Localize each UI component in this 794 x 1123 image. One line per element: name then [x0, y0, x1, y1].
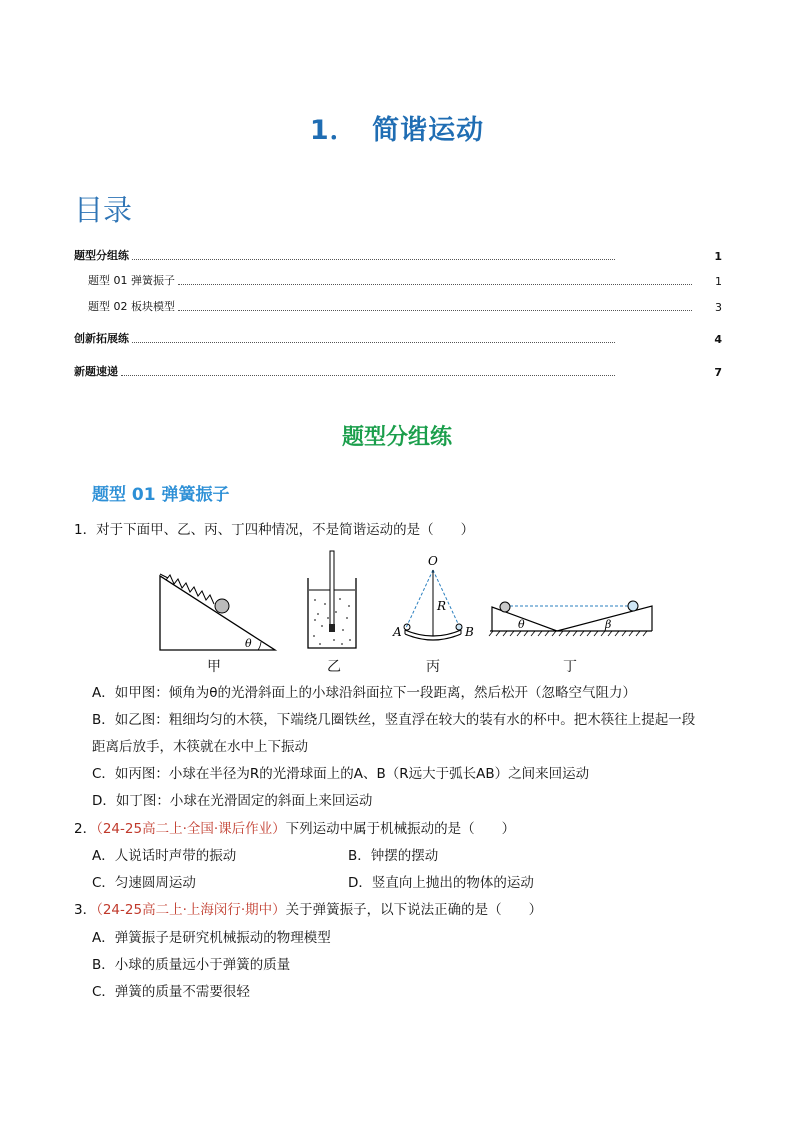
q2-option-a[interactable]: A．人说话时声带的振动	[92, 848, 237, 864]
toc-item-label: 题型 02 板块模型	[88, 300, 175, 313]
q1-option-a[interactable]: A．如甲图：倾角为θ的光滑斜面上的小球沿斜面拉下一段距离，然后松开（忽略空气阻力）	[92, 685, 636, 701]
toc-leader	[132, 341, 615, 343]
toc-item-3[interactable]	[88, 298, 722, 314]
q2-number: 2．	[74, 821, 97, 837]
toc-item-page: 4	[714, 333, 722, 346]
q3-number: 3．	[74, 902, 97, 918]
type-title: 题型 01 弹簧振子	[92, 485, 230, 505]
q3-option-b[interactable]: B．小球的质量远小于弹簧的质量	[92, 957, 291, 973]
figure-jia	[160, 574, 275, 650]
document-title: 1． 简谐运动	[309, 115, 485, 146]
toc-item-page: 1	[714, 250, 722, 263]
fig-label-bing: 丙	[426, 659, 440, 675]
b-label: B	[465, 625, 474, 639]
q2-source: （24-25高二上·全国·课后作业）	[96, 821, 286, 837]
q3-option-c[interactable]: C．弹簧的质量不需要很轻	[92, 984, 250, 1000]
toc-item-1[interactable]	[74, 247, 722, 263]
toc-leader	[178, 283, 692, 285]
toc-item-5[interactable]	[74, 363, 722, 379]
q3-option-a[interactable]: A．弹簧振子是研究机械振动的物理模型	[92, 930, 331, 946]
q1-figures	[150, 548, 670, 660]
toc-leader	[178, 309, 692, 311]
q2-stem: 下列运动中属于机械振动的是（ ）	[285, 821, 516, 837]
beta-label: β	[605, 618, 612, 631]
toc-item-label: 题型 01 弹簧振子	[88, 274, 175, 287]
toc-item-4[interactable]	[74, 330, 722, 346]
q1-option-b-cont: 距离后放手，木筷就在水中上下振动	[92, 739, 308, 755]
toc-item-page: 1	[715, 275, 722, 288]
toc-item-2[interactable]	[88, 272, 722, 288]
toc-leader	[132, 258, 615, 260]
theta-label-ding: θ	[518, 618, 525, 631]
a-label: A	[393, 625, 402, 639]
q3-stem-line	[74, 897, 542, 924]
q1-option-d[interactable]: D．如丁图：小球在光滑固定的斜面上来回运动	[92, 793, 373, 809]
q2-option-d[interactable]: D．竖直向上抛出的物体的运动	[348, 875, 534, 891]
section-title: 题型分组练	[341, 425, 452, 450]
o-label: O	[428, 554, 438, 568]
toc-item-label: 题型分组练	[74, 249, 129, 262]
theta-label: θ	[245, 637, 252, 650]
figure-ding	[489, 601, 652, 636]
q2-option-b[interactable]: B．钟摆的摆动	[348, 848, 439, 864]
q1-option-c[interactable]: C．如丙图：小球在半径为R的光滑球面上的A、B（R远大于弧长AB）之间来回运动	[92, 766, 590, 782]
toc-item-label: 新题速递	[74, 365, 118, 378]
figure-bing	[392, 554, 474, 640]
figure-yi	[308, 551, 356, 648]
toc-leader	[121, 374, 615, 376]
fig-label-ding: 丁	[563, 659, 577, 675]
r-label: R	[437, 599, 447, 613]
toc-heading: 目录	[74, 193, 133, 227]
q2-option-c[interactable]: C．匀速圆周运动	[92, 875, 196, 891]
q1-stem: 1．对于下面甲、乙、丙、丁四种情况，不是简谐运动的是（ ）	[74, 522, 475, 538]
q1-option-b[interactable]: B．如乙图：粗细均匀的木筷，下端绕几圈铁丝，竖直浮在较大的装有水的杯中。把木筷往上提起一段	[92, 712, 696, 728]
q2-stem-line	[74, 816, 515, 843]
toc-item-page: 3	[715, 301, 722, 314]
fig-label-jia: 甲	[207, 659, 221, 675]
fig-label-yi: 乙	[327, 659, 341, 675]
q3-stem: 关于弹簧振子，以下说法正确的是（ ）	[285, 902, 543, 918]
toc-item-page: 7	[714, 366, 722, 379]
toc-item-label: 创新拓展练	[74, 332, 129, 345]
q3-source: （24-25高二上·上海闵行·期中）	[96, 902, 286, 918]
